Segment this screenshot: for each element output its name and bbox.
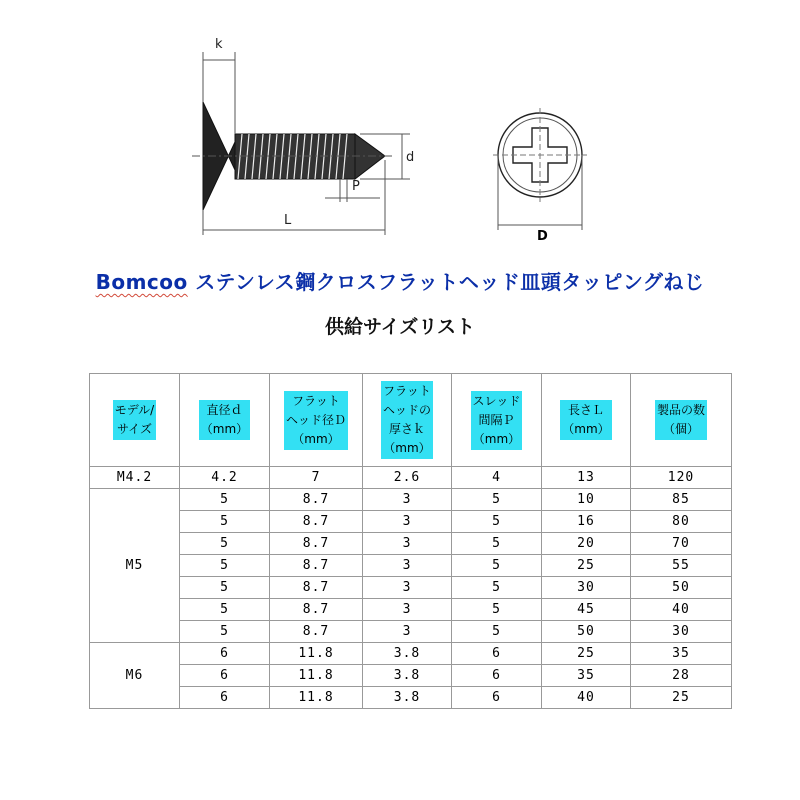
table-cell: 8.7 bbox=[270, 489, 363, 511]
table-cell: 55 bbox=[631, 555, 732, 577]
column-header-diameter-d bbox=[180, 374, 270, 467]
table-cell: 6 bbox=[180, 665, 270, 687]
header-text-line: 長さＬ bbox=[567, 403, 604, 417]
table-row bbox=[90, 687, 732, 709]
table-cell: 5 bbox=[180, 533, 270, 555]
model-cell: M6 bbox=[90, 643, 180, 709]
table-cell: 25 bbox=[631, 687, 732, 709]
table-cell: 35 bbox=[542, 665, 631, 687]
header-text-line: （mm） bbox=[562, 422, 610, 436]
table-cell: 40 bbox=[542, 687, 631, 709]
dim-k-label: k bbox=[215, 37, 223, 52]
table-cell: 28 bbox=[631, 665, 732, 687]
table-cell: 4.2 bbox=[180, 467, 270, 489]
header-highlight bbox=[284, 391, 348, 450]
product-name: ステンレス鋼クロスフラットヘッド皿頭タッピングねじ bbox=[187, 270, 705, 294]
table-cell: 8.7 bbox=[270, 511, 363, 533]
table-cell: 8.7 bbox=[270, 555, 363, 577]
dim-p-label: P bbox=[352, 179, 360, 194]
table-cell: 3.8 bbox=[363, 687, 452, 709]
table-cell: 4 bbox=[452, 467, 542, 489]
table-cell: 11.8 bbox=[270, 687, 363, 709]
table-cell: 3 bbox=[363, 555, 452, 577]
column-header-head-diameter-D bbox=[270, 374, 363, 467]
table-row bbox=[90, 467, 732, 489]
dim-d-label: d bbox=[406, 150, 415, 165]
table-cell: 5 bbox=[452, 489, 542, 511]
column-header-thread-pitch-p bbox=[452, 374, 542, 467]
table-row bbox=[90, 643, 732, 665]
table-cell: 7 bbox=[270, 467, 363, 489]
dim-D-label: D bbox=[537, 229, 548, 244]
table-cell: 80 bbox=[631, 511, 732, 533]
table-cell: 16 bbox=[542, 511, 631, 533]
header-text-line: ヘッド径Ｄ bbox=[285, 412, 346, 427]
table-cell: 8.7 bbox=[270, 599, 363, 621]
header-text-line: （mm） bbox=[472, 431, 521, 446]
header-text-line: 直径ｄ bbox=[206, 403, 243, 417]
table-cell: 6 bbox=[180, 687, 270, 709]
column-header-length-l bbox=[542, 374, 631, 467]
table-cell: 5 bbox=[180, 555, 270, 577]
table-row bbox=[90, 621, 732, 643]
table-cell: 5 bbox=[180, 599, 270, 621]
table-cell: 40 bbox=[631, 599, 732, 621]
table-cell: 3.8 bbox=[363, 643, 452, 665]
header-text-line: （個） bbox=[662, 422, 699, 436]
table-cell: 25 bbox=[542, 643, 631, 665]
table-cell: 3 bbox=[363, 577, 452, 599]
table-cell: 30 bbox=[542, 577, 631, 599]
table-row bbox=[90, 511, 732, 533]
table-cell: 5 bbox=[452, 599, 542, 621]
size-spec-table bbox=[89, 373, 732, 709]
table-cell: 45 bbox=[542, 599, 631, 621]
table-cell: 70 bbox=[631, 533, 732, 555]
table-cell: 5 bbox=[452, 577, 542, 599]
table-cell: 3 bbox=[363, 599, 452, 621]
header-text-line: サイズ bbox=[116, 422, 153, 436]
table-cell: 3 bbox=[363, 621, 452, 643]
table-cell: 35 bbox=[631, 643, 732, 665]
table-row bbox=[90, 489, 732, 511]
column-header-model-size bbox=[90, 374, 180, 467]
table-row bbox=[90, 577, 732, 599]
table-row bbox=[90, 665, 732, 687]
table-cell: 13 bbox=[542, 467, 631, 489]
table-header-row bbox=[90, 374, 732, 467]
column-header-head-thickness-k bbox=[363, 374, 452, 467]
header-text-line: フラット bbox=[292, 393, 340, 408]
table-row bbox=[90, 599, 732, 621]
header-text-line: 間隔Ｐ bbox=[478, 412, 515, 427]
model-cell: M4.2 bbox=[90, 467, 180, 489]
table-cell: 120 bbox=[631, 467, 732, 489]
header-highlight bbox=[113, 400, 156, 440]
table-cell: 8.7 bbox=[270, 621, 363, 643]
table-cell: 3 bbox=[363, 533, 452, 555]
table-cell: 20 bbox=[542, 533, 631, 555]
header-text-line: 厚さｋ bbox=[388, 422, 425, 436]
model-cell: M5 bbox=[90, 489, 180, 643]
header-highlight bbox=[471, 391, 523, 450]
header-highlight bbox=[560, 400, 611, 440]
table-cell: 5 bbox=[452, 621, 542, 643]
table-cell: 10 bbox=[542, 489, 631, 511]
header-text-line: 製品の数 bbox=[656, 403, 705, 417]
header-text-line: フラット bbox=[383, 384, 431, 398]
page-subtitle: 供給サイズリスト bbox=[324, 316, 476, 338]
table-cell: 8.7 bbox=[270, 533, 363, 555]
table-cell: 5 bbox=[180, 621, 270, 643]
table-row bbox=[90, 533, 732, 555]
header-highlight bbox=[655, 400, 707, 440]
table-cell: 30 bbox=[631, 621, 732, 643]
table-cell: 5 bbox=[452, 511, 542, 533]
dim-l-label: L bbox=[284, 213, 292, 228]
table-cell: 6 bbox=[452, 643, 542, 665]
table-cell: 5 bbox=[452, 555, 542, 577]
header-text-line: スレッド bbox=[472, 393, 521, 408]
header-text-line: ヘッドの bbox=[382, 403, 431, 417]
table-cell: 6 bbox=[180, 643, 270, 665]
table-cell: 11.8 bbox=[270, 643, 363, 665]
column-header-quantity bbox=[631, 374, 732, 467]
table-cell: 8.7 bbox=[270, 577, 363, 599]
brand-name: Bomcoo bbox=[95, 270, 188, 294]
table-cell: 2.6 bbox=[363, 467, 452, 489]
table-cell: 50 bbox=[542, 621, 631, 643]
table-cell: 6 bbox=[452, 665, 542, 687]
table-cell: 3.8 bbox=[363, 665, 452, 687]
header-highlight bbox=[381, 381, 433, 459]
table-cell: 6 bbox=[452, 687, 542, 709]
table-cell: 3 bbox=[363, 511, 452, 533]
table-cell: 85 bbox=[631, 489, 732, 511]
table-cell: 5 bbox=[180, 489, 270, 511]
table-cell: 5 bbox=[452, 533, 542, 555]
header-text-line: （mm） bbox=[200, 422, 249, 436]
header-text-line: モデル/ bbox=[114, 403, 155, 417]
table-cell: 11.8 bbox=[270, 665, 363, 687]
header-text-line: （mm） bbox=[292, 431, 340, 446]
header-text-line: （mm） bbox=[383, 441, 431, 455]
table-cell: 5 bbox=[180, 577, 270, 599]
screw-technical-drawing bbox=[180, 30, 620, 245]
table-cell: 50 bbox=[631, 577, 732, 599]
table-cell: 5 bbox=[180, 511, 270, 533]
header-highlight bbox=[199, 400, 250, 440]
table-cell: 3 bbox=[363, 489, 452, 511]
page-title bbox=[0, 266, 800, 295]
table-row bbox=[90, 555, 732, 577]
table-cell: 25 bbox=[542, 555, 631, 577]
